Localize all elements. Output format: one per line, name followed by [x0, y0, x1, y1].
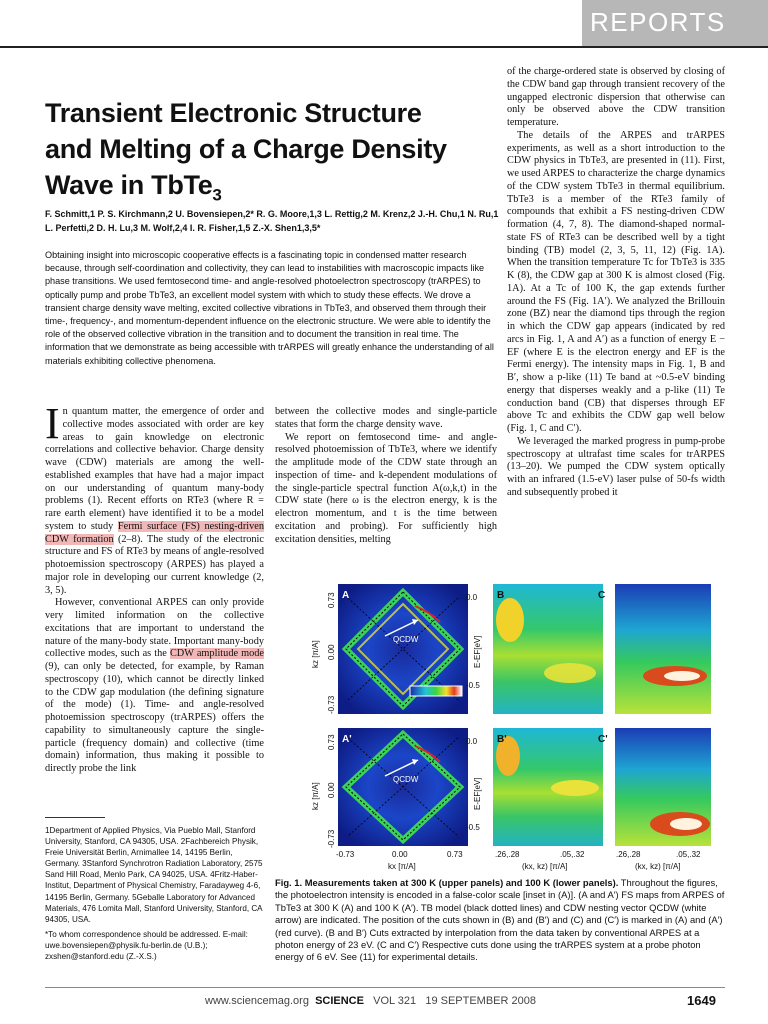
- paragraph: In quantum matter, the emergence of order and collective modes associated with order are key areas to gain knowledge on electronic correlations and collective behavior. Charge density wave (CDW) materials are among the well-established examples that have had a major impact on our understanding of quantum many-body problems (1). Recent efforts on RTe3 (where R = rare earth element) have identified it to be a model system to study Fermi surface (FS) nesting-driven CDW formation (2–8). The study of the electronic structure and FS of RTe3 by means of angle-resolved photoemission spectroscopy (ARPES) has played a major role in developing our current knowledge (2, 3, 5).: [45, 399, 264, 596]
- axis-label-cut: (kx, kz) [π/A]: [635, 862, 681, 871]
- panel-a: [338, 584, 468, 714]
- footer-rule: [45, 987, 725, 988]
- paragraph: We leveraged the marked progress in pump-probe spectroscopy at ultrafast time scales for trARPES (13–20). We pumped the CDW system optically with an infrared (1.5-eV) laser pulse of 50-fs width and subsequently probed it: [507, 435, 725, 498]
- panel-b: [493, 584, 606, 714]
- tick-label: -0.73: [336, 850, 355, 859]
- tick-label: .26,.28: [616, 850, 641, 859]
- panel-label-a: A: [342, 590, 350, 601]
- highlight: Fermi surface (FS) nesting-driven CDW formation: [45, 520, 264, 545]
- panel-label-a-prime: A': [342, 734, 352, 745]
- tick-label: -0.5: [466, 681, 480, 690]
- page-footer: www.sciencemag.org SCIENCE VOL 321 19 SEPTEMBER 2008: [205, 995, 536, 1007]
- paragraph: However, conventional ARPES can only provide very limited information on the collective excitations that are important to understand the nature of the many-body state. Important many-body collective modes, such as the CDW amplitude mode (9), can only be detected, for example, by Raman spectroscopy (10), which cannot be directly linked to the CDW gap modulation (the defining signature of the mode) (1). Time- and angle-resolved photoemission spectroscopy (trARPES) offers the capability to simultaneously capture the single-particle (frequency domain) and collective (time domain) information, thus making it possible to directly probe the link: [45, 597, 264, 774]
- qcdw-label: QCDW: [393, 635, 419, 644]
- tick-label: .26,.28: [495, 850, 520, 859]
- header-rule: [0, 46, 768, 48]
- page-number: 1649: [687, 993, 716, 1008]
- tick-label: 0.00: [327, 644, 336, 660]
- panel-label-c-prime: C': [598, 734, 608, 745]
- axis-label-kx: kx [π/A]: [388, 862, 416, 871]
- tick-label: -0.73: [327, 695, 336, 714]
- paragraph: of the charge-ordered state is observed by closing of the CDW band gap through transient recovery of the ungapped electronic dispersion that otherwise can only be observed above the CDW transition temperature.: [507, 66, 725, 128]
- tick-label: 0.73: [327, 592, 336, 608]
- figure-caption: Fig. 1. Measurements taken at 300 K (upper panels) and 100 K (lower panels). Throughout the figures, the photoelectron intensity is encoded in a false-color scale [inset in (A)]. (A and A′) FS maps from ARPES of TbTe3 at 300 K (A) and 100 K (A′). TB model (black dotted lines) and CDW nesting vector QCDW (white arrow) are indicated. The position of the cuts shown in (B) and (B′) and (C) and (C′) is marked in (A) and (A′) (red curve). (B and B′) Cuts extracted by interpolation from the data taken by conventional ARPES at a photon energy of 23 eV. (C and C′) Respective cuts done using the trARPES system at a probe photon energy of 6 eV. See (11) for experimental details.: [275, 877, 725, 963]
- axis-label-energy: E-EF[eV]: [473, 777, 482, 810]
- body-column-2: [275, 406, 497, 546]
- body-column-1: [45, 399, 264, 776]
- qcdw-label: QCDW: [393, 775, 419, 784]
- tick-label: -0.5: [466, 823, 480, 832]
- panel-a-prime: [338, 728, 468, 846]
- axis-label-kz: kz [π/A]: [311, 640, 320, 668]
- paragraph: between the collective modes and single-particle states that form the charge density wave.: [275, 406, 497, 430]
- drop-cap: I: [45, 399, 60, 448]
- tick-label: .05,.32: [560, 850, 585, 859]
- tick-label: 0.73: [447, 850, 463, 859]
- axis-label-kz: kz [π/A]: [311, 782, 320, 810]
- tick-label: 0.00: [392, 850, 408, 859]
- author-list: F. Schmitt,1 P. S. Kirchmann,2 U. Bovensiepen,2* R. G. Moore,1,3 L. Rettig,2 M. Krenz,2 J.-H. Chu,1 N. Ru,1 L. Perfetti,2 D. H. Lu,3 M. Wolf,2,4 I. R. Fisher,1,5 Z.-X. Shen1,3,5*: [45, 209, 499, 233]
- figure-1: [290, 578, 735, 874]
- highlight: CDW amplitude mode: [169, 648, 264, 660]
- section-label: REPORTS: [590, 7, 726, 37]
- footnotes: [45, 825, 263, 966]
- body-column-3: [507, 66, 725, 500]
- footnote-rule: [45, 817, 105, 818]
- axis-label-cut: (kx, kz) [π/A]: [522, 862, 568, 871]
- section-header-bar: [582, 0, 768, 46]
- panel-c-prime: [615, 728, 711, 846]
- correspondence: *To whom correspondence should be addressed. E-mail: uwe.bovensiepen@physik.fu-berlin.de (U.B.); zxshen@stanford.edu (Z.-X.S.): [45, 929, 248, 962]
- paragraph: The details of the ARPES and trARPES experiments, as well as a short introduction to the CDW physics in TbTe3, are presented in (11). First, we used ARPES to characterize the charge dynamics of the CDW system TbTe3 in thermal equilibrium. TbTe3 is a member of the RTe3 family of compounds that exhibit a FS nesting-driven CDW formation (4, 7, 8). The diamond-shaped normal-state FS of RTe3 can be described well by a tight binding (TB) model (2, 3, 5, 11, 12) (Fig. 1A). When the transition temperature Tc for TbTe3 is 335 K (8), the CDW gap at 300 K is almost closed (Fig. 1A). At a Tc of 100 K, the gap extends further around the FS (Fig. 1A′). We analyzed the Brillouin zone (BZ) near the diamond tips through the region in which the CDW gap appears (indicated by red arcs in Fig. 1, A and A′) as a function of energy E − EF (where E is the electron energy and EF is the Fermi energy). The intensity maps in Fig. 1, B and B′, show a p-like (11) Te band at ~0.5-eV binding energy that disperses weakly and a p-like (11) Te conduction band (CB) that disperses through EF above Tc and exhibits the CDW gap well below (Fig. 1, C and C′).: [507, 129, 725, 434]
- panel-label-b-prime: B': [497, 734, 507, 745]
- affiliations: 1Department of Applied Physics, Via Pueblo Mall, Stanford University, Stanford, CA 94305, USA. 2Fachbereich Physik, Freie Universität Berlin, Arnimallee 14, 14195 Berlin, Germany. 3Stanford Synchrotron Radiation Laboratory, 2575 Sand Hill Road, Menlo Park, CA 94025, USA. 4Fritz-Haber-Institut, Department of Physical Chemistry, Faradayweg 4-6, 14195 Berlin, Germany. 5Geballe Laboratory for Advanced Materials, 476 Lomita Mall, Stanford University, Stanford, CA 94305, USA.: [45, 826, 263, 924]
- tick-label: 0.0: [466, 737, 478, 746]
- panel-c: [615, 584, 711, 714]
- panel-b-prime: [493, 728, 603, 846]
- panel-label-c: C: [598, 590, 606, 601]
- tick-label: .05,.32: [676, 850, 701, 859]
- tick-label: 0.00: [327, 782, 336, 798]
- abstract: Obtaining insight into microscopic cooperative effects is a fascinating topic in condensed matter research because, through self-coordination and collectivity, they can lead to instabilities with macroscopic impacts like phase transitions. We used femtosecond time- and angle-resolved photoelectron spectroscopy (trARPES) to optically pump and probe TbTe3, an excellent model system with which to study these effects. We drove a transient charge density wave melting, excited collective vibrations in TbTe3, and observed them through their time-, frequency-, and momentum-dependent influence on the electronic structure. We were able to identify the role of the observed collective vibration in the transition and to document the transition in real time. The information that we demonstrate as being accessible with trARPES will greatly enhance the understanding of all materials exhibiting collective phenomena.: [45, 250, 494, 366]
- panel-label-b: B: [497, 590, 505, 601]
- tick-label: -0.73: [327, 829, 336, 848]
- paragraph: We report on femtosecond time- and angle-resolved photoemission of TbTe3, where we identify the amplitude mode of the CDW state through an inspection of time- and k-dependent modulations of the single-particle spectral function A(ω,k,t) in the CDW state (here ω is the electron energy, k is the electron momentum, and t is the time between excitation and probing). For sufficiently high excitation densities, melting: [275, 431, 497, 545]
- tick-label: 0.73: [327, 734, 336, 750]
- axis-label-energy: E-EF[eV]: [473, 635, 482, 668]
- tick-label: 0.0: [466, 593, 478, 602]
- article-title: Transient Electronic Structure and Melting of a Charge Density Wave in TbTe$_3$: [45, 98, 447, 205]
